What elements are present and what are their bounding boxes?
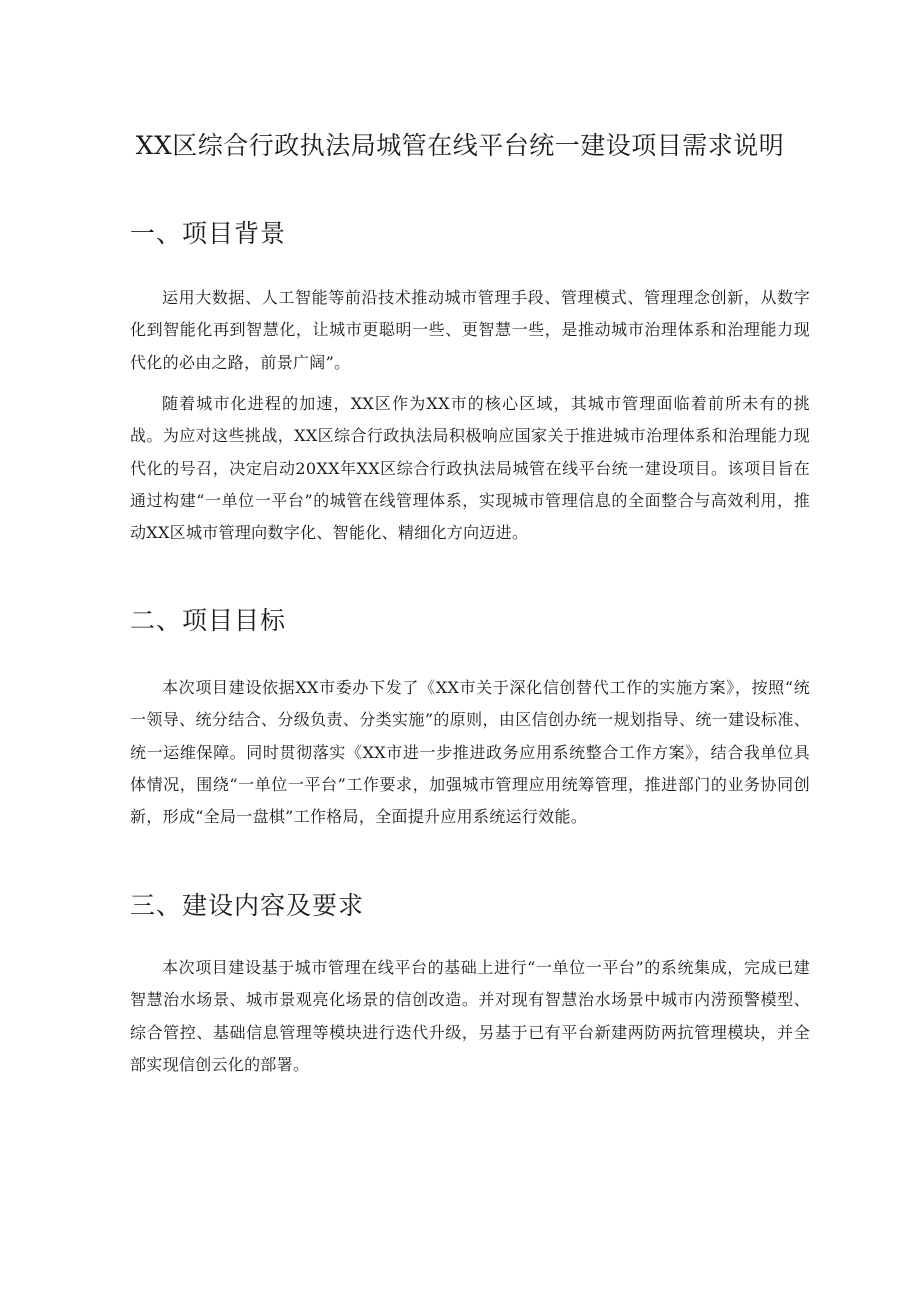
section-heading-background: 一、项目背景 bbox=[130, 219, 287, 248]
paragraph-background-1: 运用大数据、人工智能等前沿技术推动城市管理手段、管理模式、管理理念创新，从数字化到智能化再到智慧化，让城市更聪明一些、更智慧一些，是推动城市治理体系和治理能力现代化的必由之路，前景广阔”。 bbox=[130, 288, 810, 372]
section-heading-goals: 二、项目目标 bbox=[130, 606, 287, 635]
section-heading-construction: 三、建设内容及要求 bbox=[130, 891, 365, 920]
document-title: XX区综合行政执法局城管在线平台统一建设项目需求说明 bbox=[135, 131, 785, 160]
paragraph-background-2: 随着城市化进程的加速，XX区作为XX市的核心区域，其城市管理面临着前所未有的挑战。为应对这些挑战，XX区综合行政执法局积极响应国家关于推进城市治理体系和治理能力现代化的号召，决定启动20XX年XX区综合行政执法局城管在线平台统一建设项目。该项目旨在通过构建“一单位一平台”的城管在线管理体系，实现城市管理信息的全面整合与高效利用，推动XX区城市管理向数字化、智能化、精细化方向迈进。 bbox=[130, 394, 810, 543]
paragraph-goals-1: 本次项目建设依据XX市委办下发了《XX市关于深化信创替代工作的实施方案》，按照“统一领导、统分结合、分级负责、分类实施”的原则，由区信创办统一规划指导、统一建设标准、统一运维保障。同时贯彻落实《XX市进一步推进政务应用系统整合工作方案》，结合我单位具体情况，围绕“一单位一平台”工作要求，加强城市管理应用统筹管理，推进部门的业务协同创新，形成“全局一盘棋”工作格局，全面提升应用系统运行效能。 bbox=[130, 678, 810, 827]
paragraph-construction-1: 本次项目建设基于城市管理在线平台的基础上进行“一单位一平台”的系统集成，完成已建智慧治水场景、城市景观亮化场景的信创改造。并对现有智慧治水场景中城市内涝预警模型、综合管控、基础信息管理等模块进行迭代升级，另基于已有平台新建两防两抗管理模块，并全部实现信创云化的部署。 bbox=[130, 958, 810, 1074]
